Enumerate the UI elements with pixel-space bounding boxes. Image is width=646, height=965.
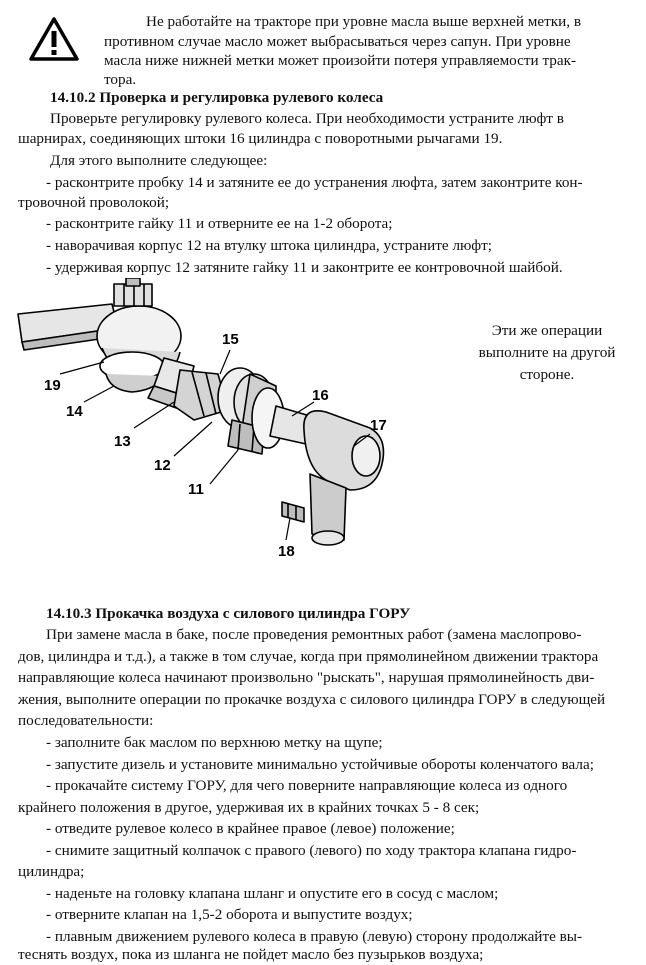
section-2-line-10: - отведите рулевое колесо в крайнее правое (левое) положение;: [46, 820, 455, 837]
callout-13: 13: [114, 433, 131, 450]
section-2-line-1: При замене масла в баке, после проведения ремонтных работ (замена маслопрово-: [46, 626, 582, 643]
section-2-line-5: последовательности:: [18, 712, 154, 729]
section-1-line-3: Для этого выполните следующее:: [50, 152, 268, 169]
section-2-line-11: - снимите защитный колпачок с правого (левого) по ходу трактора клапана гидро-: [46, 842, 577, 859]
section-2-line-7: - запустите дизель и установите минимально устойчивые обороты коленчатого вала;: [46, 756, 594, 773]
steering-joint-diagram: [14, 278, 434, 573]
callout-15: 15: [222, 331, 239, 348]
section-1-line-5: тровочной проволокой;: [18, 194, 170, 211]
warning-line-3: масла ниже нижней метки может произойти потеря управляемости трак-: [104, 52, 577, 69]
section-1-line-2: шарнирах, соединяющих штоки 16 цилиндра с поворотными рычагами 19.: [18, 130, 503, 147]
section-2-line-3: направляющие колеса начинают произвольно "рыскать", нарушая прямолинейность дви-: [18, 669, 595, 686]
section-2-line-14: - отверните клапан на 1,5-2 оборота и выпустите воздух;: [46, 906, 413, 923]
callout-12: 12: [154, 457, 171, 474]
section-heading-14-10-2: 14.10.2 Проверка и регулировка рулевого колеса: [50, 89, 384, 106]
callout-14: 14: [66, 403, 83, 420]
section-1-line-4: - расконтрите пробку 14 и затяните ее до устранения люфта, затем законтрите кон-: [46, 174, 583, 191]
section-heading-14-10-3: 14.10.3 Прокачка воздуха с силового цилиндра ГОРУ: [46, 605, 411, 622]
section-1-line-1: Проверьте регулировку рулевого колеса. При необходимости устраните люфт в: [50, 110, 564, 127]
section-2-line-9: крайнего положения в другое, удерживая их в крайних точках 5 - 8 сек;: [18, 799, 480, 816]
callout-16: 16: [312, 387, 329, 404]
section-2-line-15: - плавным движением рулевого колеса в правую (левую) сторону продолжайте вы-: [46, 928, 583, 945]
figure-caption: [452, 320, 642, 386]
callout-11: 11: [188, 481, 204, 498]
section-1-line-6: - расконтрите гайку 11 и отверните ее на 1-2 оборота;: [46, 215, 393, 232]
figure-caption-line-1: Эти же операции: [491, 322, 603, 339]
section-2-line-12: цилиндра;: [18, 863, 85, 880]
callout-18: 18: [278, 543, 295, 560]
section-2-line-2: дов, цилиндра и т.д.), а также в том случае, когда при прямолинейном движении трактора: [18, 648, 599, 665]
figure-caption-line-2: выполните на другой: [478, 344, 616, 361]
warning-line-4: тора.: [104, 71, 137, 88]
warning-line-2: противном случае масло может выбрасываться через сапун. При уровне: [104, 33, 571, 50]
figure-caption-line-3: стороне.: [519, 366, 575, 383]
section-2-line-6: - заполните бак маслом по верхнюю метку на щупе;: [46, 734, 383, 751]
callout-17: 17: [370, 417, 387, 434]
section-2-line-4: жения, выполните операции по прокачке воздуха с силового цилиндра ГОРУ в следующей: [18, 691, 606, 708]
section-1-line-7: - наворачивая корпус 12 на втулку штока цилиндра, устраните люфт;: [46, 237, 492, 254]
warning-line-1: Не работайте на тракторе при уровне масла выше верхней метки, в: [146, 13, 582, 30]
callout-19: 19: [44, 377, 61, 394]
section-2-line-16: теснять воздух, пока из шланга не пойдет масло без пузырьков воздуха;: [18, 946, 484, 963]
section-2-line-13: - наденьте на головку клапана шланг и опустите его в сосуд с маслом;: [46, 885, 499, 902]
section-1-line-8: - удерживая корпус 12 затяните гайку 11 и законтрите ее контровочной шайбой.: [46, 259, 563, 276]
section-2-line-8: - прокачайте систему ГОРУ, для чего поверните направляющие колеса из одного: [46, 777, 568, 794]
warning-triangle-icon: [28, 16, 80, 62]
